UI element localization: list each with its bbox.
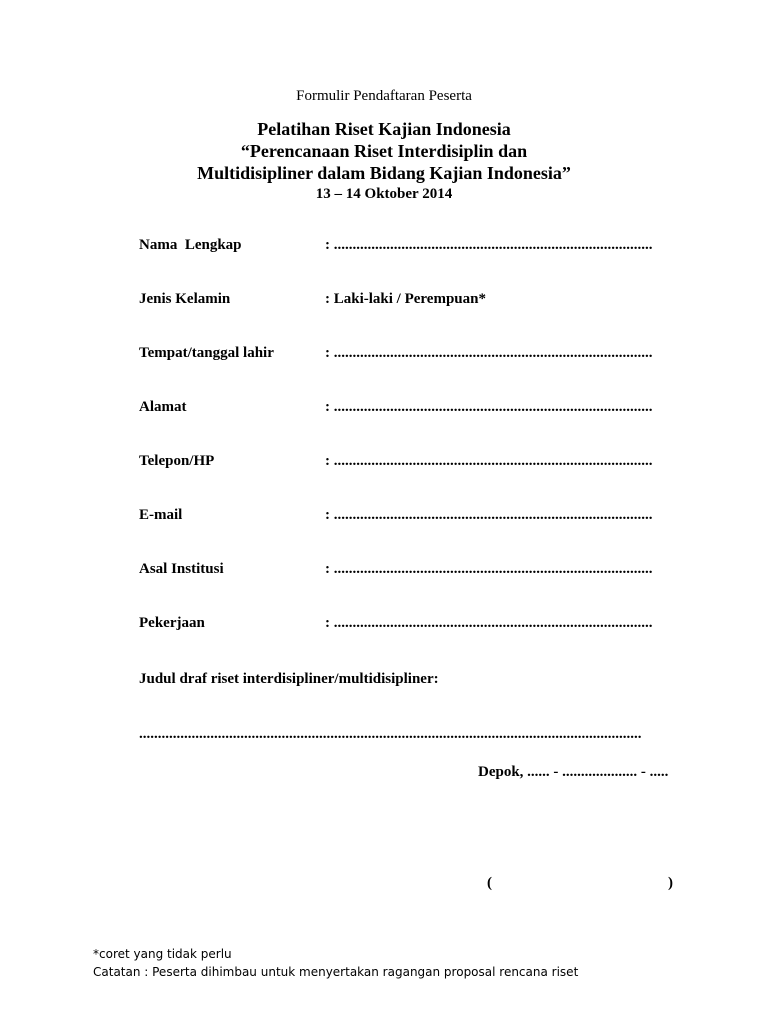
- field-label-asal-institusi: Asal Institusi: [139, 561, 224, 577]
- signature-close-paren: ): [668, 875, 673, 891]
- field-value-email[interactable]: : .....................................................................................: [325, 507, 653, 523]
- event-dates: 13 – 14 Oktober 2014: [315, 186, 453, 202]
- event-title-block: [0, 118, 768, 184]
- draft-title-label: Judul draf riset interdisipliner/multidisipliner:: [139, 671, 439, 687]
- field-label-alamat: Alamat: [139, 399, 187, 415]
- field-value-alamat[interactable]: : .....................................................................................: [325, 399, 653, 415]
- field-value-nama[interactable]: : .....................................................................................: [325, 237, 653, 253]
- footnote-strike-note: *coret yang tidak perlu: [93, 947, 232, 961]
- form-title: Formulir Pendaftaran Peserta: [296, 88, 472, 104]
- field-value-telepon[interactable]: : .....................................................................................: [325, 453, 653, 469]
- footnote-catatan: Catatan : Peserta dihimbau untuk menyertakan ragangan proposal rencana riset: [93, 965, 579, 979]
- signature-open-paren: (: [487, 875, 492, 891]
- field-label-jenis-kelamin: Jenis Kelamin: [139, 291, 231, 307]
- field-value-tempat-tanggal-lahir[interactable]: : .....................................................................................: [325, 345, 653, 361]
- field-value-pekerjaan[interactable]: : .....................................................................................: [325, 615, 653, 631]
- event-title-line-2: “Perencanaan Riset Interdisiplin dan: [240, 141, 528, 161]
- field-value-asal-institusi[interactable]: : .....................................................................................: [325, 561, 653, 577]
- event-title-line-3: Multidisipliner dalam Bidang Kajian Indonesia”: [197, 163, 571, 183]
- field-label-telepon: Telepon/HP: [139, 453, 215, 469]
- draft-title-line[interactable]: ......................................................................................................................................: [139, 726, 642, 742]
- event-title-line-1: Pelatihan Riset Kajian Indonesia: [257, 119, 511, 139]
- place-date-line[interactable]: Depok, ...... - .................... - .....: [478, 764, 669, 780]
- field-label-nama: Nama Lengkap: [139, 237, 242, 253]
- field-label-pekerjaan: Pekerjaan: [139, 615, 205, 631]
- field-value-jenis-kelamin[interactable]: : Laki-laki / Perempuan*: [325, 291, 486, 307]
- field-label-tempat-tanggal-lahir: Tempat/tanggal lahir: [139, 345, 274, 361]
- field-label-email: E-mail: [139, 507, 183, 523]
